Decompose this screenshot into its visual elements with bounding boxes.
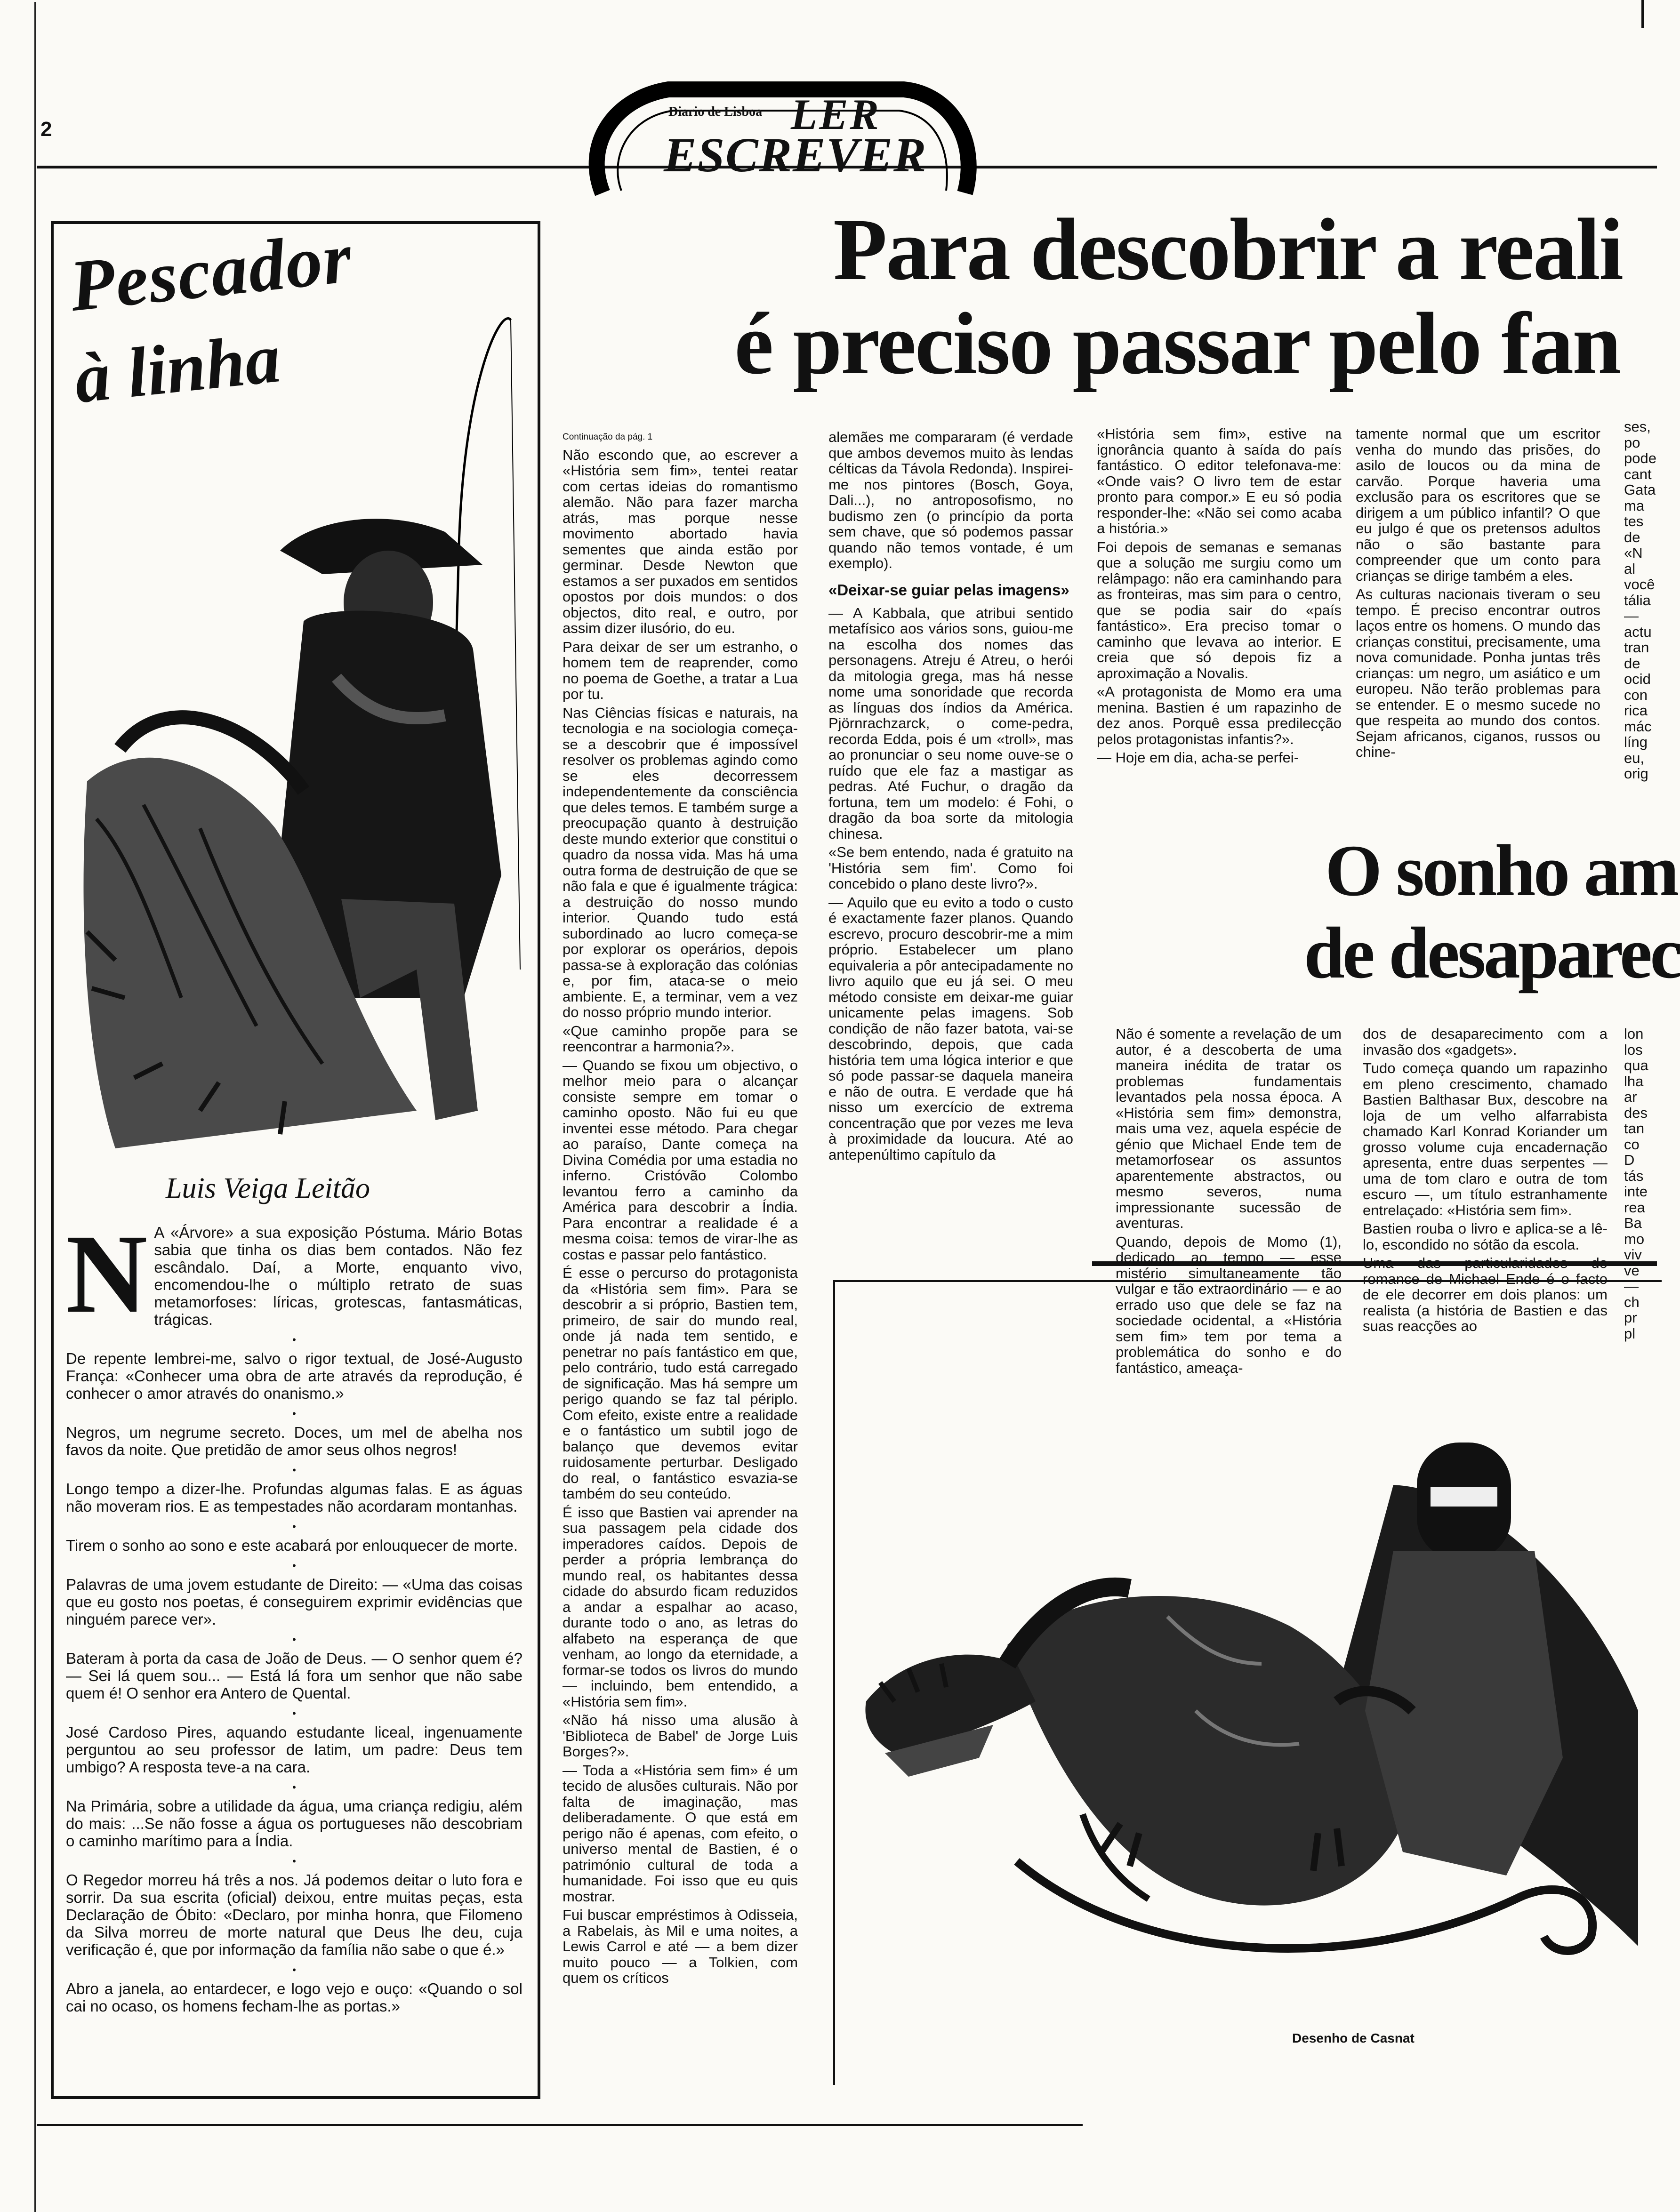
bullet-dot: • (292, 1855, 296, 1867)
bullet-dot: • (292, 1707, 296, 1719)
clipped-fragment: viv (1624, 1246, 1642, 1263)
masthead (574, 71, 989, 198)
article-paragraph: «Que caminho propõe para se reencontrar a harmonia?». (563, 1022, 798, 1055)
article-paragraph: Uma das particularidades do romance de Michael Ende é o facto de ele decorrer em dois planos: um realista (a história de Bastien e das suas reacções ao (1363, 1255, 1608, 1334)
clipped-fragment: lha (1624, 1073, 1644, 1090)
sidebar-paragraph: De repente lembrei-me, salvo o rigor textual, de José-Augusto França: «Conhecer uma obra de arte através da reprodução, é conhecer o amor através do onanismo.» (66, 1350, 522, 1402)
article-paragraph: Foi depois de semanas e semanas que a solução me surgiu como um relâmpago: não era caminhando para as fronteiras, mas sim para o centro, que se podia sair do «país fantástico». Era preciso tomar o caminho que levava ao interior. E creia que só depois fiz a aproximação a Novalis. (1097, 538, 1342, 681)
clipped-fragment: tran (1624, 639, 1649, 656)
clipped-fragment: eu, (1624, 749, 1645, 766)
sidebar-paragraph: Na Primária, sobre a utilidade da água, uma criança redigiu, além do mais: ...Se não fosse a água os portugueses não descobriam o caminho marítimo para a Índia. (66, 1797, 522, 1850)
article-paragraph: É esse o percurso do protagonista da «História sem fim». Para se descobrir a si próprio, Bastien tem, primeiro, de sair do mundo real, onde já nada tem sentido, e penetrar no país fantástico em que, pelo contrário, tudo está carregado de significação. Mas há sempre um perigo quando se faz tal périplo. Com efeito, existe entre a realidade e o fantástico um subtil jogo de balanço que devemos evitar ruidosamente perturbar. Desligado do real, o fantástico esvazia-se também do seu conteúdo. (563, 1265, 798, 1502)
sidebar-intro: A «Árvore» a sua exposição Póstuma. Mário Botas sabia que tinha os dias bem contados. Não fez escândalo. Daí, a Morte, enquanto vivo, encomendou-lhe o múltiplo retrato de suas metamorfoses: líricas, grotescas, fantasmáticas, trágicas. (154, 1224, 522, 1328)
article-paragraph: «Não há nisso uma alusão à 'Biblioteca de Babel' de Jorge Luis Borges?». (563, 1712, 798, 1760)
clipped-fragment: tás (1624, 1167, 1644, 1184)
clipped-fragment: pr (1624, 1309, 1637, 1326)
clipped-fragment: de (1624, 655, 1640, 672)
clipped-fragment: ocid (1624, 671, 1651, 687)
sidebar-text (66, 1211, 522, 2080)
clipped-fragment: tália (1624, 592, 1651, 609)
clipped-fragment: mo (1624, 1230, 1645, 1247)
clipped-fragment: cant (1624, 465, 1652, 482)
article-paragraph: «História sem fim», estive na ignorância quanto à saída do país fantástico. O editor telefonava-me: «Onde vais? O livro tem de estar pronto para compor.» E eu só podia responder-lhe: «Não sei como acaba a história.» (1097, 425, 1342, 537)
clipped-fragment: rica (1624, 702, 1648, 719)
main-headline-line1: Para descobrir a reali (833, 200, 1623, 298)
bullet-dot: • (292, 1560, 296, 1571)
sidebar-author: Luis Veiga Leitão (166, 1172, 370, 1204)
clipped-fragment: al (1624, 560, 1636, 577)
article-subhead: «Deixar-se guiar pelas imagens» (828, 581, 1069, 599)
article-paragraph: Não é somente a revelação de um autor, é a descoberta de uma maneira inédita de tratar os problemas fundamentais levantados pela nossa época. A «História sem fim» demonstra, mais uma vez, aquela espécie de génio que Michael Ende tem de metamorfosear os assuntos aparentemente abstractos, ou mesmo severos, numa impressionante sucessão de aventuras. (1116, 1026, 1342, 1231)
article-paragraph: Nas Ciências físicas e naturais, na tecnologia e na sociologia começa-se a descobrir que é impossível resolver os problemas agindo como se eles decorressem independentemente da consciência que deles temos. E também surge a preocupação quanto à destruição deste mundo exterior que constitui o quadro da nossa vida. Mas há uma outra forma de destruição de que se não fala e que é igualmente trágica: a destruição do nosso mundo interior. Quando tudo está subordinado ao lucro começa-se por explorar os operários, depois passa-se à exploração das colónias e, por fim, ataca-se o meio ambiente. E, a terminar, vem a vez do nosso próprio mundo interior. (563, 704, 798, 1020)
sidebar-paragraph: José Cardoso Pires, aquando estudante liceal, ingenuamente perguntou ao seu professor de latim, um padre: Deus tem umbigo? A resposta teve-a na cara. (66, 1723, 522, 1776)
continuation-note: Continuação da pág. 1 (563, 432, 653, 442)
clipped-fragment: ma (1624, 497, 1645, 514)
article-paragraph: Fui buscar empréstimos à Odisseia, a Rabelais, às Mil e uma noites, a Lewis Carrol e até — a bem dizer muito pouco — a Tolkien, com quem os críticos (563, 1907, 798, 1986)
clipped-fragment: orig (1624, 765, 1648, 782)
clipped-fragment: pode (1624, 450, 1656, 466)
sidebar-paragraph: Longo tempo a dizer-lhe. Profundas algumas falas. E as águas não moveram rios. E as tempestades não acordaram montanhas. (66, 1480, 522, 1515)
article-paragraph: — Hoje em dia, acha-se perfei- (1097, 749, 1299, 766)
second-headline-line2: de desaparec (1304, 912, 1680, 994)
sidebar-paragraph: Negros, um negrume secreto. Doces, um mel de abelha nos favos da noite. Que pretidão de amor seus olhos negros! (66, 1424, 522, 1459)
clipped-fragment: líng (1624, 734, 1648, 750)
sidebar-title-line1: Pescador (66, 216, 356, 327)
bullet-dot: • (292, 1464, 296, 1476)
clipped-fragment: pl (1624, 1325, 1636, 1342)
dragon-illustration (838, 1287, 1657, 2021)
clipped-fragment: tes (1624, 513, 1644, 529)
clipped-fragment: qua (1624, 1057, 1648, 1074)
article-paragraph: — Quando se fixou um objectivo, o melhor meio para o alcançar consiste sempre em tomar o caminho oposto. Não fui eu que inventei esse método. Para chegar ao paraíso, Dante começa na Divina Comédia por uma estadia no inferno. Cristóvão Colombo levantou ferro a caminho da América para descobrir a Índia. Para encontrar a realidade é a mesma coisa: temos de virar-lhe as costas e passar pelo fantástico. (563, 1057, 798, 1263)
fishing-line (511, 320, 520, 970)
sidebar-paragraph: Tirem o sonho ao sono e este acabará por enlouquecer de morte. (66, 1537, 518, 1554)
clipped-fragment: los (1624, 1041, 1643, 1058)
clipped-fragment: inte (1624, 1183, 1648, 1200)
main-article-column-5-clipped (1624, 419, 1657, 795)
page-number: 2 (40, 118, 52, 141)
main-headline-line2: é preciso passar pelo fan (734, 294, 1620, 393)
clipped-fragment: ch (1624, 1293, 1640, 1310)
sidebar-paragraph: O Regedor morreu há três a nos. Já podemos deitar o luto fora e sorrir. Da sua escrita (oficial) deixou, entre muitas peças, esta Declaração de Óbito: «Declaro, por minha honra, que Filomeno da Silva morreu de morte natural que Deus lhe deu, cuja verificação é, que por informação da família não sabe o que é.» (66, 1871, 522, 1958)
main-article-column-3 (1097, 426, 1342, 784)
main-article-column-2 (828, 429, 1073, 1239)
clipped-fragment: ses, (1624, 418, 1651, 435)
clipped-fragment: — (1624, 608, 1639, 624)
sidebar-paragraph: Abro a janela, ao entardecer, e logo vejo e ouço: «Quando o sol cai no ocaso, os homens fecham-lhe as portas.» (66, 1980, 522, 2015)
clipped-fragment: D (1624, 1152, 1635, 1168)
clipped-fragment: actu (1624, 623, 1652, 640)
article-paragraph: alemães me compararam (é verdade que ambos devemos muito às lendas célticas da Távola Redonda). Inspirei-me nos pintores (Bosch, Goya, Dali...), no antroposofismo, no budismo zen (o princípio da porta sem chave, que só podemos passar quando não temos vontade, é um exemplo). (828, 429, 1073, 571)
sidebar-paragraph: Bateram à porta da casa de João de Deus. — O senhor quem é? — Sei lá quem sou... — Está lá fora um senhor que não sabe quem é! O senhor era Antero de Quental. (66, 1650, 522, 1702)
article-paragraph: Para deixar de ser um estranho, o homem tem de reaprender, como no poema de Goethe, a tratar a Lua por tu. (563, 638, 798, 702)
article-paragraph: — Aquilo que eu evito a todo o custo é exactamente fazer planos. Quando escrevo, procuro descobrir-me a mim próprio. Estabelecer um plano equivaleria a pôr antecipadamente no livro aquilo que eu já sei. O meu método consiste em deixar-me guiar unicamente pelas imagens. Sob condição de não fazer batota, vai-se descobrindo, depois, que cada história tem uma lógica interior e que só pode passar-se daquela maneira e não de outra. E verdade que há nisso um exercício de extrema concentração que por vezes me leva à proximidade da loucura. Até ao antepenúltimo capítulo da (828, 894, 1073, 1163)
sidebar-title-line2: à linha (71, 319, 284, 418)
fisherman-illustration (59, 264, 530, 1158)
clipped-fragment: você (1624, 576, 1655, 593)
clipped-fragment: — (1624, 1278, 1639, 1294)
article-paragraph: — A Kabbala, que atribui sentido metafísico aos vários sons, guiou-me na escolha dos nomes das personagens. Atreju é Atreu, o herói da mitologia grega, mas há nesse nome uma sonoridade que recorda as línguas dos índios da América. Pjörnrachzarck, o come-pedra, recorda Edda, pois é um «troll», mas ao pronunciar o seu nome ouve-se o ruído que ele faz a mastigar as pedras. Até Fuchur, o dragão da fortuna, tem um modelo: é Fohi, o dragão da boa sorte da mitologia chinesa. (828, 604, 1073, 842)
article-paragraph: Não escondo que, ao escrever a «História sem fim», tentei reatar com certas ideias do romantismo alemão. Não para fazer marcha atrás, mas porque nesse movimento abortado havia sementes que ainda estão por germinar. Desde Newton que estamos a ser puxados em sentidos opostos por dois mundos: o dos objectos, dito real, e outro, por assim dizer ilusório, do eu. (563, 446, 798, 636)
article-paragraph: — Toda a «História sem fim» é um tecido de alusões culturais. Não por falta de imaginação, mas deliberadamente. O que está em perigo não é apenas, com efeito, o universo mental de Bastien, é o património cultural de toda a humanidade. Foi isso que eu quis mostrar. (563, 1762, 798, 1905)
clipped-fragment: mác (1624, 718, 1652, 735)
article-paragraph: Quando, depois de Momo (1), dedicado ao tempo — esse mistério simultaneamente tão vulgar e tão extraordinário — e ao errado uso que dele se faz na sociedade ocidental, a «História sem fim» tem por tema a problemática do sonho e do fantástico, ameaça- (1116, 1233, 1342, 1376)
sidebar-paragraph: Palavras de uma jovem estudante de Direito: — «Uma das coisas que eu gosto nos poetas, é conseguirem exprimir evidências que ninguém parece ver». (66, 1576, 522, 1628)
clipped-fragment: tan (1624, 1120, 1645, 1137)
clipped-fragment: de (1624, 529, 1640, 545)
article-paragraph: «A protagonista de Momo era uma menina. Bastien é um rapazinho de dez anos. Porquê essa predilecção pelos protagonistas infantis?». (1097, 683, 1342, 747)
masthead-title-ler: LER (791, 90, 881, 138)
second-article-column-2 (1363, 1026, 1608, 1334)
illustration-caption: Desenho de Casnat (1292, 2031, 1415, 2045)
second-article-column-1 (1116, 1026, 1342, 1376)
main-article-column-1 (563, 429, 798, 2114)
bullet-dot: • (292, 1964, 296, 1976)
clipped-fragment: co (1624, 1136, 1640, 1153)
bullet-dot: • (292, 1334, 296, 1346)
clipped-fragment: lon (1624, 1026, 1644, 1042)
second-article-column-3-clipped (1624, 1026, 1657, 1342)
masthead-newspaper-name: Diario de Lisboa (668, 104, 763, 119)
dragon-body (1007, 1596, 1406, 1906)
clipped-fragment: Ba (1624, 1215, 1642, 1231)
article-paragraph: dos de desaparecimento com a invasão dos «gadgets». (1363, 1026, 1608, 1058)
main-article-column-4 (1356, 426, 1600, 784)
bullet-dot: • (292, 1521, 296, 1532)
article-paragraph: É isso que Bastien vai aprender na sua passagem pela cidade dos imperadores caídos. Depois de perder a própria lembrança do mundo real, os habitantes dessa cidade do absurdo ficam reduzidos a andar a espalhar ao acaso, durante todo o ano, as letras do alfabeto na esperança de que venham, ao longo da eternidade, a formar-se todos os livros do mundo — incluindo, bem entendido, a «História sem fim». (563, 1504, 798, 1710)
clipped-fragment: rea (1624, 1199, 1645, 1216)
bullet-dot: • (292, 1781, 296, 1793)
clipped-fragment: po (1624, 434, 1640, 451)
article-paragraph: Bastien rouba o livro e aplica-se a lê-lo, escondido no sótão da escola. (1363, 1220, 1608, 1253)
clipped-fragment: ve (1624, 1262, 1640, 1279)
masthead-title-escrever: ESCREVER (664, 128, 927, 182)
second-headline-line1: O sonho am (1325, 830, 1677, 911)
article-paragraph: «Se bem entendo, nada é gratuito na 'História sem fim'. Como foi concebido o plano deste livro?». (828, 844, 1073, 892)
clipped-fragment: des (1624, 1104, 1648, 1121)
clipped-fragment: Gata (1624, 481, 1656, 498)
sidebar-dropcap: N (66, 1211, 148, 1336)
clipped-fragment: «N (1624, 545, 1643, 561)
bullet-dot: • (292, 1408, 296, 1419)
bullet-dot: • (292, 1634, 296, 1645)
article-paragraph: As culturas nacionais tiveram o seu tempo. É preciso encontrar outros laços entre os homens. O mundo das crianças constitui, precisamente, uma nova comunidade. Ponha juntas três crianças: um negro, um asiático e um europeu. Não terão problemas para se entender. E o mesmo sucede no que respeita ao mundo dos contos. Sejam africanos, ciganos, russos ou chine- (1356, 586, 1600, 760)
clipped-fragment: con (1624, 686, 1648, 703)
clipped-fragment: ar (1624, 1089, 1637, 1105)
article-paragraph: tamente normal que um escritor venha do mundo das prisões, do asilo de loucos ou da mina de carvão. Porque haveria uma exclusão para os escritores que se dirigem a um público infantil? O que eu julgo é que os pretensos adultos não o são bastante para compreender que um conto para crianças se dirige também a eles. (1356, 425, 1600, 584)
article-paragraph: Tudo começa quando um rapazinho em pleno crescimento, chamado Bastien Balthasar Bux, descobre na loja de um velho alfarrabista chamado Karl Konrad Koriander um grosso volume cuja encadernação apresenta, entre duas serpentes — uma de tom claro e outra de tom escuro —, um título estranhamente entrelaçado: «História sem fim». (1363, 1060, 1608, 1218)
